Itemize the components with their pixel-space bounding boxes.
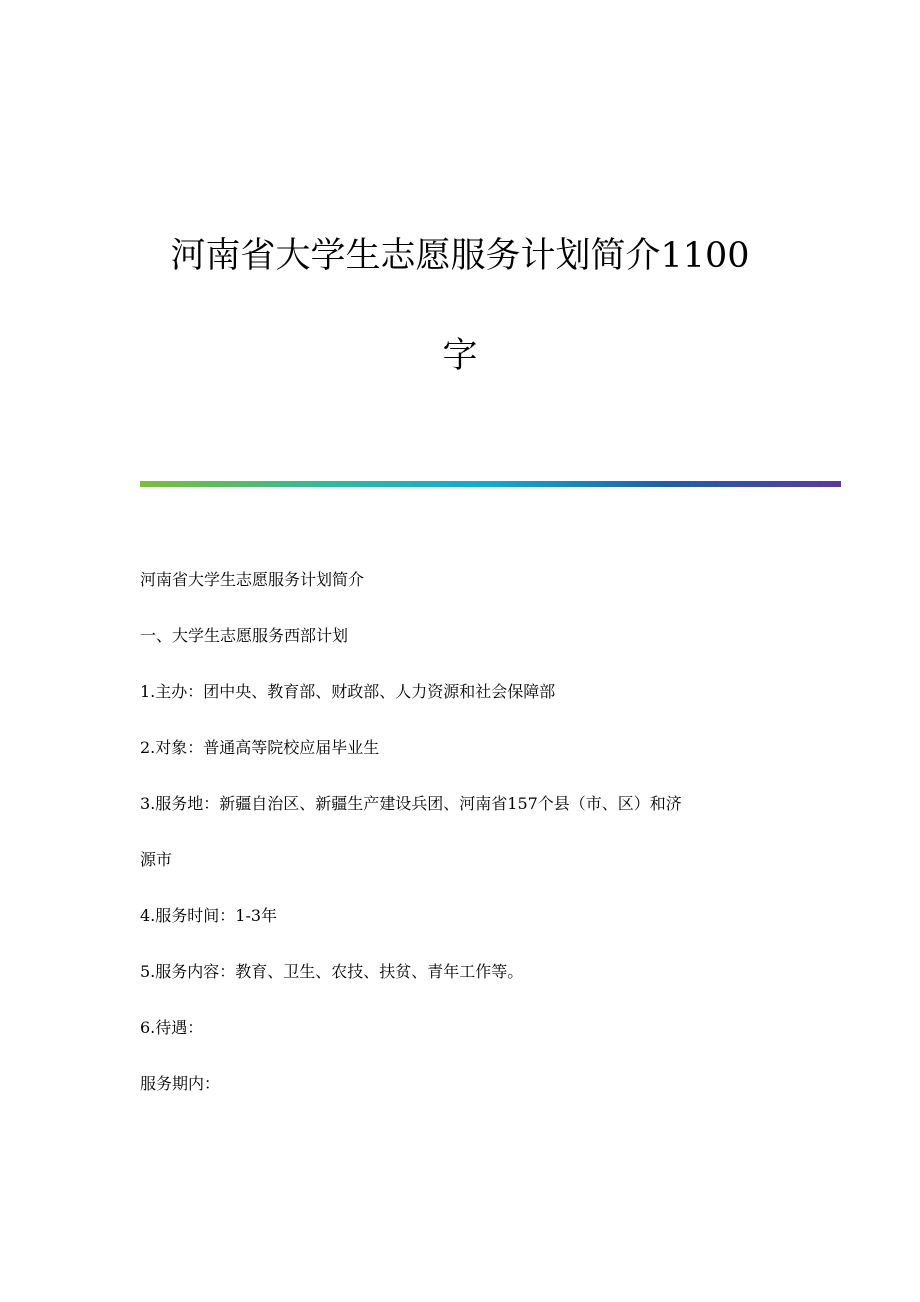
paragraph-benefits: 6.待遇： bbox=[140, 1018, 204, 1037]
paragraph-service-location-cont: 源市 bbox=[140, 850, 173, 869]
paragraph-organizer: 1.主办：团中央、教育部、财政部、人力资源和社会保障部 bbox=[140, 682, 556, 701]
paragraph-target: 2.对象：普通高等院校应届毕业生 bbox=[140, 738, 380, 757]
document-title-line-2: 字 bbox=[442, 336, 478, 376]
gradient-divider bbox=[140, 481, 841, 487]
document-title-line-1: 河南省大学生志愿服务计划简介1100 bbox=[170, 236, 750, 276]
document-body bbox=[140, 552, 780, 1112]
paragraph-service-content: 5.服务内容：教育、卫生、农技、扶贫、青年工作等。 bbox=[140, 962, 524, 981]
paragraph-section-heading: 一、大学生志愿服务西部计划 bbox=[140, 626, 349, 645]
paragraph-intro-heading: 河南省大学生志愿服务计划简介 bbox=[140, 570, 365, 589]
document-title bbox=[140, 206, 780, 406]
paragraph-service-location: 3.服务地：新疆自治区、新疆生产建设兵团、河南省157个县（市、区）和济 bbox=[140, 794, 682, 813]
paragraph-service-duration: 4.服务时间：1-3年 bbox=[140, 906, 278, 925]
paragraph-during-service: 服务期内： bbox=[140, 1074, 221, 1093]
